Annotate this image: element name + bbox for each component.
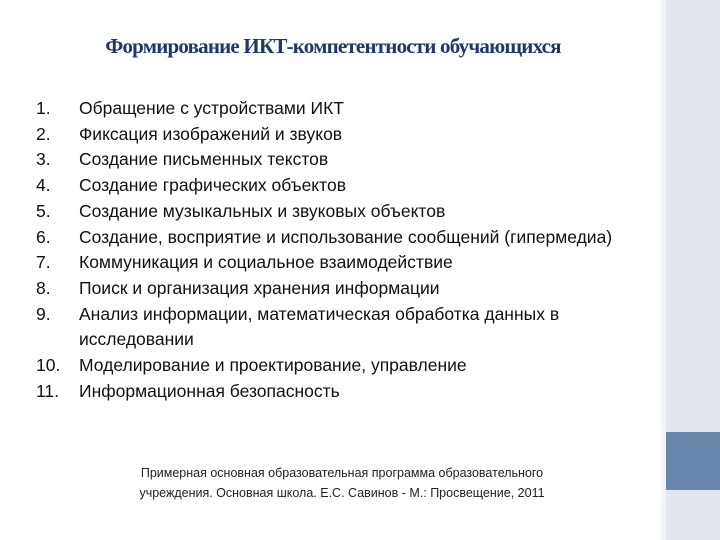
list-item [36, 250, 636, 276]
list-item [36, 147, 636, 173]
list-item-number: 5. [36, 200, 51, 221]
list-item-text: Моделирование и проектирование, управление [79, 355, 467, 376]
source-reference-line: Примерная основная образовательная программа образовательного [140, 466, 544, 480]
list-item-text: Фиксация изображений и звуков [79, 123, 343, 144]
list-item-number: 1. [36, 98, 51, 118]
list-item-text: Информационная безопасность [79, 380, 340, 401]
list-item-number: 11. [36, 380, 60, 401]
list-item [36, 122, 636, 148]
competency-list [36, 96, 636, 404]
sidebar-accent-block [666, 432, 720, 490]
list-item-text: Создание письменных текстов [79, 149, 329, 170]
list-item-number: 7. [36, 252, 51, 273]
list-item [36, 276, 636, 302]
source-reference-line: учреждения. Основная школа. Е.С. Савинов - М.: Просвещение, 2011 [139, 486, 545, 500]
list-item-text: Создание, восприятие и использование сообщений (гипермедиа) [79, 226, 613, 247]
list-item [36, 302, 636, 353]
list-item [36, 379, 636, 405]
list-item [36, 96, 636, 122]
list-item-number: 2. [36, 123, 51, 144]
list-item-number: 8. [36, 277, 51, 298]
list-item-number: 3. [36, 149, 51, 170]
list-item-text: Создание графических объектов [79, 175, 347, 196]
list-item [36, 199, 636, 225]
slide-title: Формирование ИКТ-компетентности обучающихся [105, 34, 561, 58]
list-item-text: Обращение с устройствами ИКТ [79, 98, 344, 118]
list-item-text: Поиск и организация хранения информации [79, 277, 440, 298]
source-reference [72, 463, 612, 503]
list-item [36, 225, 636, 251]
list-item-number: 6. [36, 226, 51, 247]
list-item [36, 173, 636, 199]
list-item-number: 9. [36, 303, 51, 324]
list-item [36, 353, 636, 379]
list-item-text: Создание музыкальных и звуковых объектов [79, 200, 446, 221]
list-item-number: 10. [36, 355, 61, 376]
list-item-text: Анализ информации, математическая обработка данных в исследовании [79, 303, 560, 350]
list-item-text: Коммуникация и социальное взаимодействие [79, 252, 453, 273]
list-item-number: 4. [36, 175, 51, 196]
